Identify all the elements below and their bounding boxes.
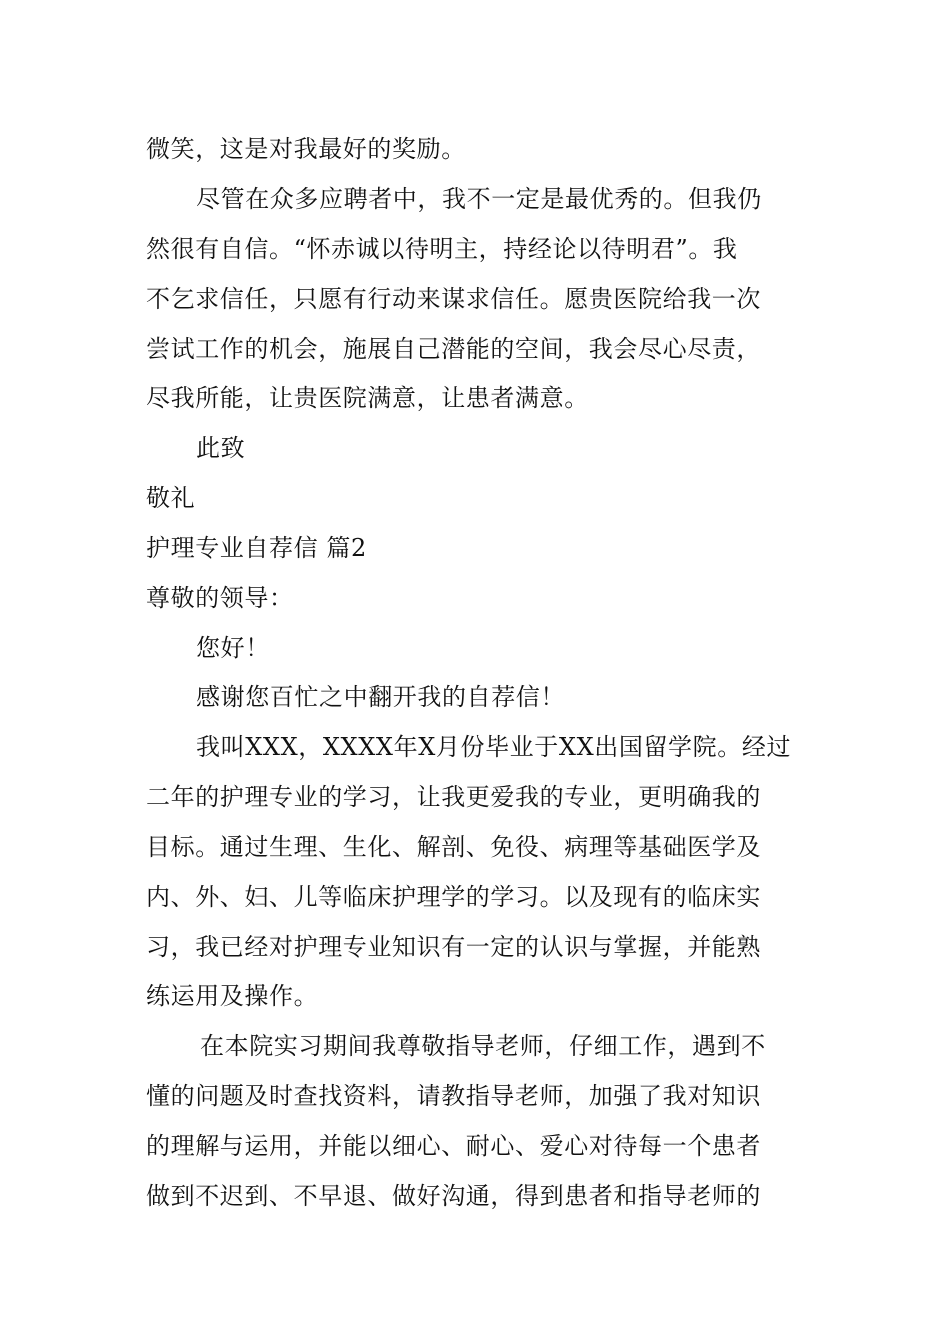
- text-line: 微笑，这是对我最好的奖励。: [146, 135, 466, 163]
- text-line: 练运用及操作。: [146, 982, 319, 1010]
- text-line: 习，我已经对护理专业知识有一定的认识与掌握，并能熟: [146, 933, 761, 961]
- text-line: 不乞求信任，只愿有行动来谋求信任。愿贵医院给我一次: [146, 285, 761, 313]
- text-line: 尝试工作的机会，施展自己潜能的空间，我会尽心尽责，: [146, 335, 761, 363]
- text-line: 的理解与运用，并能以细心、耐心、爱心对待每一个患者: [146, 1132, 761, 1160]
- text-line: 内、外、妇、儿等临床护理学的学习。以及现有的临床实: [146, 883, 761, 911]
- closing-salutation: 此致: [196, 434, 246, 462]
- text-line: 然很有自信。“怀赤诚以待明主，持经论以待明君”。我: [146, 235, 738, 263]
- text-line: 感谢您百忙之中翻开我的自荐信！: [196, 683, 565, 711]
- text-line: 目标。通过生理、生化、解剖、免役、病理等基础医学及: [146, 833, 761, 861]
- text-line: 做到不迟到、不早退、做好沟通，得到患者和指导老师的: [146, 1182, 761, 1210]
- text-line: 在本院实习期间我尊敬指导老师，仔细工作，遇到不: [200, 1032, 766, 1060]
- text-line: 二年的护理专业的学习，让我更爱我的专业，更明确我的: [146, 783, 761, 811]
- text-line: 尽管在众多应聘者中，我不一定是最优秀的。但我仍: [196, 185, 762, 213]
- text-line: 懂的问题及时查找资料，请教指导老师，加强了我对知识: [146, 1082, 761, 1110]
- greeting: 尊敬的领导：: [146, 584, 294, 612]
- text-line: 我叫XXX，XXXX年X月份毕业于XX出国留学院。经过: [196, 733, 792, 761]
- section-heading: 护理专业自荐信 篇2: [146, 534, 367, 562]
- text-line: 尽我所能，让贵医院满意，让患者满意。: [146, 384, 589, 412]
- closing-regards: 敬礼: [146, 484, 196, 512]
- text-line: 您好！: [196, 634, 270, 662]
